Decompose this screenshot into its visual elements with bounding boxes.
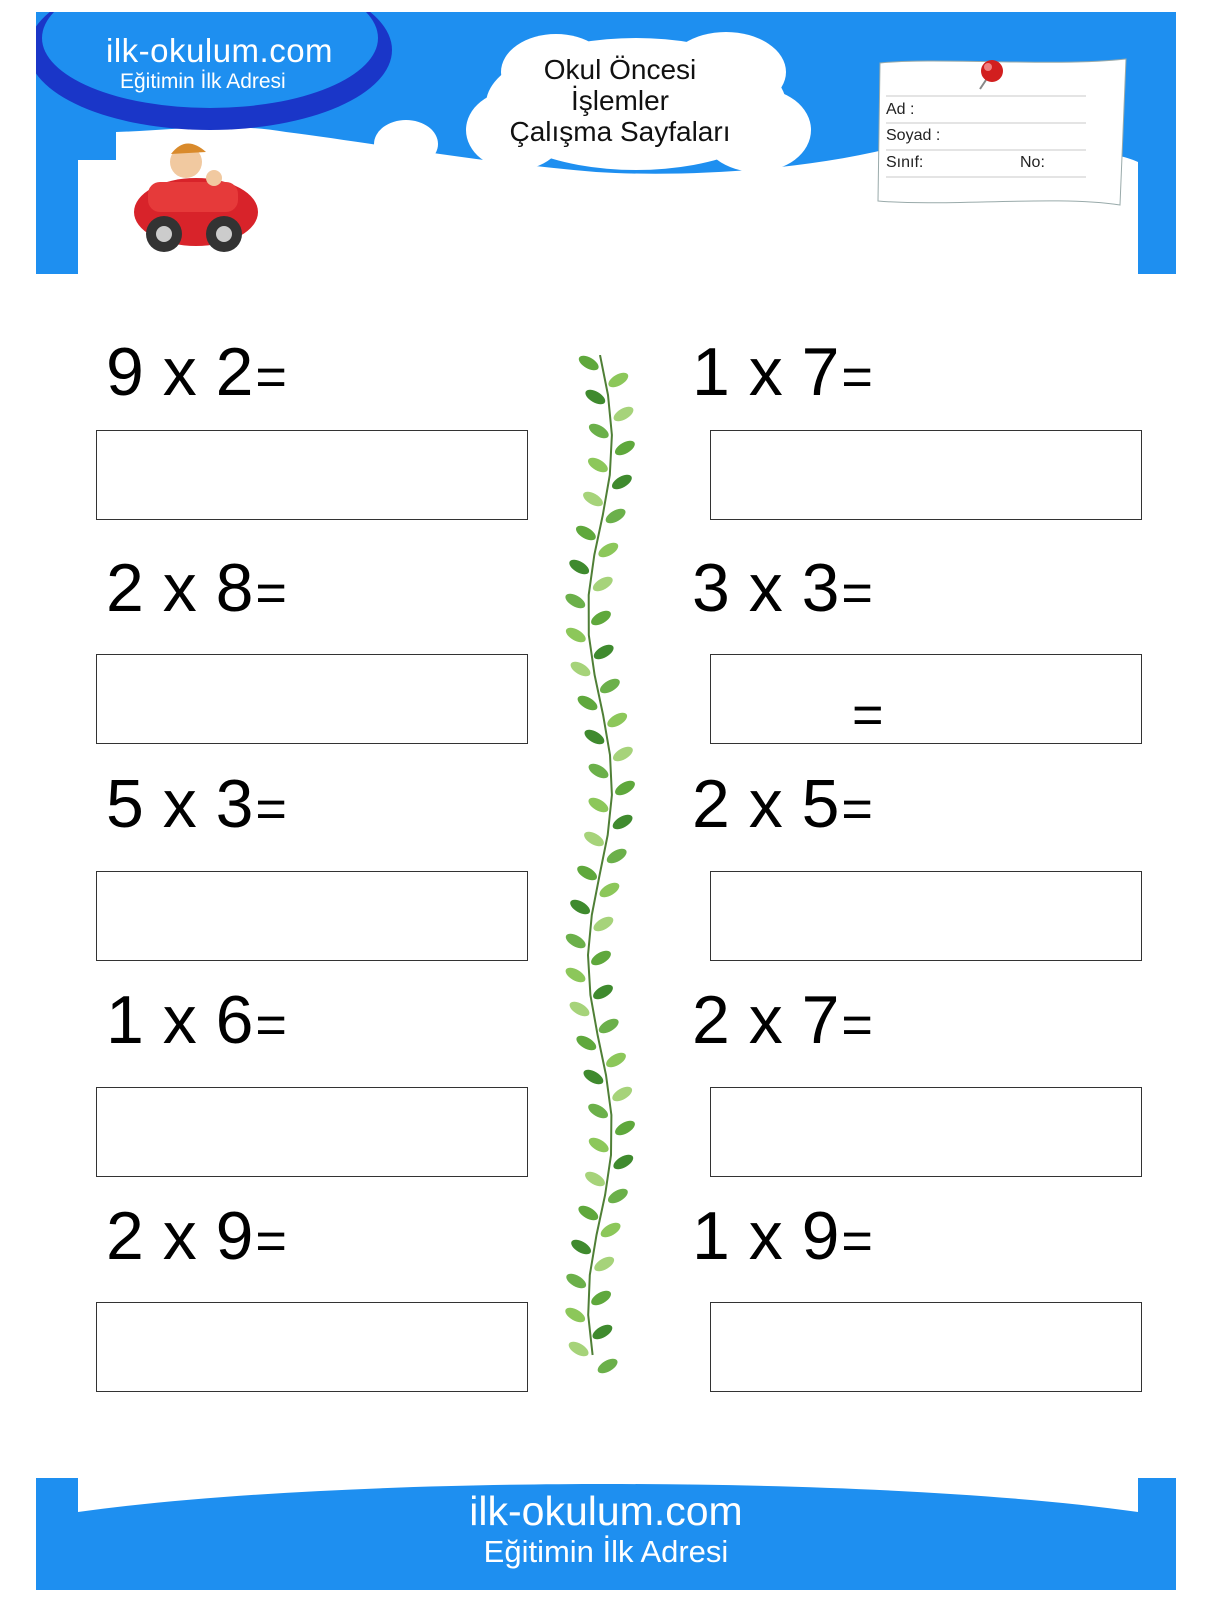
soyad-label: Soyad : (886, 127, 941, 144)
vine-leaf (596, 540, 621, 561)
vine-leaf (568, 659, 593, 680)
vine-leaf (563, 965, 588, 986)
vine-leaf (611, 404, 636, 425)
answer-box-left-1[interactable] (96, 430, 528, 520)
vine-leaf (605, 710, 630, 731)
problem-right-3: 2 x 5= (692, 766, 873, 842)
vine-leaf (598, 1220, 623, 1241)
vine-leaf (567, 557, 592, 578)
vine-leaf (583, 387, 608, 408)
title-line-3: Çalışma Sayfaları (509, 116, 731, 147)
vine-leaf (586, 795, 611, 816)
vine-leaf (591, 642, 616, 663)
vine-leaf (611, 1152, 636, 1173)
vine-leaf (564, 625, 589, 646)
vine-leaf (606, 370, 631, 391)
vine-leaf (610, 812, 635, 833)
vine-leaf (591, 982, 616, 1003)
vine-leaf (586, 1101, 611, 1122)
vine-leaf (589, 1288, 614, 1309)
vine-leaf (563, 1305, 588, 1326)
vine-leaf (610, 472, 635, 493)
car-illustration (134, 143, 258, 252)
vine-leaf (563, 931, 588, 952)
vine-leaf (574, 1033, 599, 1054)
vine-leaf (589, 608, 614, 629)
problem-left-5: 2 x 9= (106, 1198, 287, 1274)
problem-right-4: 2 x 7= (692, 982, 873, 1058)
vine-leaf (574, 523, 599, 544)
vine-leaf (564, 1271, 589, 1292)
problem-right-2: 3 x 3= (692, 550, 873, 626)
vine-leaf (598, 676, 623, 697)
answer-box-left-5[interactable] (96, 1302, 528, 1392)
answer-box-right-2[interactable] (710, 654, 1142, 744)
problem-left-2: 2 x 8= (106, 550, 287, 626)
problem-left-1: 9 x 2= (106, 334, 287, 410)
sinif-label: Sınıf: (886, 154, 924, 171)
vine-leaf (583, 1169, 608, 1190)
vine-leaf (597, 880, 622, 901)
vine-leaf (575, 863, 600, 884)
answer-box-right-3[interactable] (710, 871, 1142, 961)
vine-leaf (596, 1016, 621, 1037)
vine-leaf (604, 1050, 629, 1071)
vine-leaf (581, 1067, 606, 1088)
vine-leaf (581, 489, 606, 510)
problem-right-1: 1 x 7= (692, 334, 873, 410)
vine-divider (560, 355, 640, 1375)
no-label: No: (1020, 154, 1045, 171)
answer-box-right-5[interactable] (710, 1302, 1142, 1392)
vine-leaf (604, 846, 629, 867)
vine-leaf (613, 438, 638, 459)
problem-left-4: 1 x 6= (106, 982, 287, 1058)
problem-left-3: 5 x 3= (106, 766, 287, 842)
vine-leaf (576, 1203, 601, 1224)
leaf-vine-illustration (560, 355, 640, 1375)
vine-leaf (563, 591, 588, 612)
vine-leaf (589, 948, 614, 969)
footer-site-slogan: Eğitimin İlk Adresi (483, 1534, 729, 1569)
vine-leaf (582, 829, 607, 850)
title-line-1: Okul Öncesi (543, 54, 697, 85)
stray-equals-sign: = (852, 685, 884, 745)
header-site-name[interactable]: ilk-okulum.com (106, 32, 334, 69)
vine-leaf (586, 1135, 611, 1156)
vine-leaf (611, 744, 636, 765)
worksheet-title (490, 54, 750, 147)
vine-leaf (569, 1237, 594, 1258)
vine-leaf (586, 761, 611, 782)
vine-leaf (591, 914, 616, 935)
vine-leaf (576, 355, 601, 373)
vine-leaf (613, 1118, 638, 1139)
answer-box-left-3[interactable] (96, 871, 528, 961)
answer-box-left-2[interactable] (96, 654, 528, 744)
vine-leaf (610, 1084, 635, 1105)
vine-leaf (582, 727, 607, 748)
vine-leaf (591, 574, 616, 595)
vine-leaf (568, 897, 593, 918)
vine-leaf (567, 999, 592, 1020)
answer-box-left-4[interactable] (96, 1087, 528, 1177)
vine-leaf (587, 421, 612, 442)
title-line-2: İşlemler (570, 85, 669, 116)
vine-leaf (606, 1186, 631, 1207)
vine-leaf (595, 1356, 620, 1375)
vine-leaf (586, 455, 611, 476)
vine-leaf (592, 1254, 617, 1275)
vine-leaf (613, 778, 638, 799)
answer-box-right-1[interactable] (710, 430, 1142, 520)
vine-leaf (575, 693, 600, 714)
vine-leaf (590, 1322, 615, 1343)
student-info-card (876, 55, 1132, 210)
footer-banner (36, 1478, 1176, 1590)
header-site-slogan: Eğitimin İlk Adresi (120, 70, 286, 93)
ad-label: Ad : (886, 101, 915, 118)
problem-right-5: 1 x 9= (692, 1198, 873, 1274)
vine-leaf (603, 506, 628, 527)
vine-leaf (566, 1339, 591, 1360)
footer-site-name[interactable]: ilk-okulum.com (469, 1488, 743, 1534)
answer-box-right-4[interactable] (710, 1087, 1142, 1177)
